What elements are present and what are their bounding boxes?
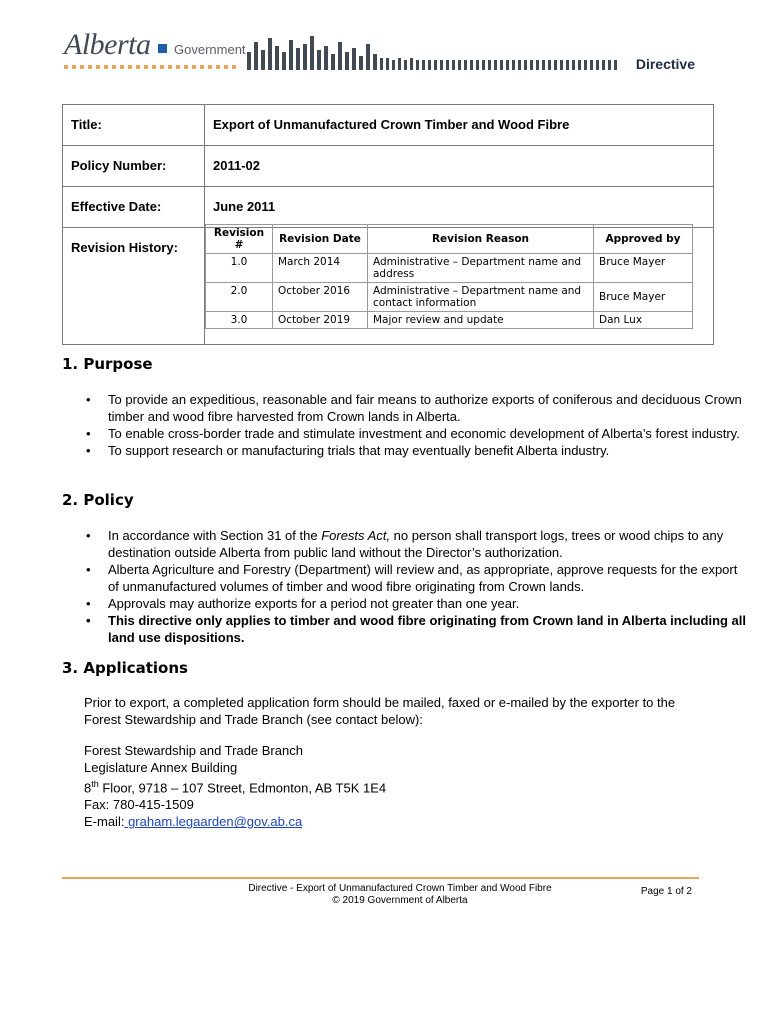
forests-act: Forests Act, bbox=[321, 528, 391, 543]
table-row bbox=[206, 254, 693, 283]
approved-by: Dan Lux bbox=[594, 312, 693, 329]
email-line bbox=[84, 813, 386, 830]
contact-address bbox=[84, 742, 386, 830]
approved-by: Bruce Mayer bbox=[594, 254, 693, 283]
revision-history-label: Revision History: bbox=[63, 228, 205, 345]
table-row bbox=[63, 105, 714, 146]
footer-copyright: © 2019 Government of Alberta bbox=[332, 895, 468, 906]
effective-date-value: June 2011 bbox=[205, 187, 714, 228]
approved-by: Bruce Mayer bbox=[594, 283, 693, 312]
government-label: Government bbox=[174, 42, 246, 57]
floor-suffix: th bbox=[91, 779, 99, 789]
column-header: Revision Reason bbox=[368, 225, 594, 254]
header-bars-graphic bbox=[247, 34, 619, 70]
email-link[interactable]: graham.legaarden@gov.ab.ca bbox=[124, 814, 303, 830]
effective-date-label: Effective Date: bbox=[63, 187, 205, 228]
street-address bbox=[84, 776, 386, 796]
directive-label: Directive bbox=[635, 56, 695, 72]
title-value: Export of Unmanufactured Crown Timber and Wood Fibre bbox=[205, 105, 714, 146]
revision-number: 1.0 bbox=[206, 254, 273, 283]
revision-reason: Administrative – Department name and contact information bbox=[368, 283, 594, 312]
policy-text: no person shall transport logs, trees or wood chips to any destination outside Alberta from public land without the Director’s authorization. bbox=[108, 528, 724, 560]
list-item: • To provide an expeditious, reasonable and fair means to authorize exports of coniferous and deciduous Crown timber and wood fibre harvested from Crown lands in Alberta. bbox=[108, 391, 748, 425]
revision-reason: Administrative – Department name and address bbox=[368, 254, 594, 283]
column-header: Approved by bbox=[594, 225, 693, 254]
branch-name: Forest Stewardship and Trade Branch bbox=[84, 743, 303, 758]
footer-text bbox=[150, 883, 650, 907]
footer-rule bbox=[62, 877, 699, 879]
revision-date: March 2014 bbox=[273, 254, 368, 283]
fax-number: Fax: 780-415-1509 bbox=[84, 797, 194, 813]
list-item: • Alberta Agriculture and Forestry (Department) will review and, as appropriate, approve requests for the export of unmanufactured volumes of timber and wood fibre originating from Crown lands. bbox=[108, 561, 748, 595]
footer-title: Directive - Export of Unmanufactured Crown Timber and Wood Fibre bbox=[248, 883, 552, 894]
revision-date: October 2016 bbox=[273, 283, 368, 312]
policy-number-label: Policy Number: bbox=[63, 146, 205, 187]
policy-heading: 2. Policy bbox=[62, 491, 134, 509]
floor-number: 8 bbox=[84, 780, 92, 796]
table-row bbox=[206, 312, 693, 329]
applications-intro: Prior to export, a completed application form should be mailed, faxed or e-mailed by the exporter to the Forest Stewardship and Trade Branch (see contact below): bbox=[84, 695, 676, 727]
list-item: • To support research or manufacturing trials that may eventually benefit Alberta industry. bbox=[108, 442, 748, 459]
table-row bbox=[206, 225, 693, 254]
column-header: Revision # bbox=[206, 225, 273, 254]
page-header bbox=[62, 28, 697, 76]
revision-table bbox=[205, 224, 693, 329]
revision-number: 2.0 bbox=[206, 283, 273, 312]
list-item: • Approvals may authorize exports for a period not greater than one year. bbox=[108, 595, 748, 612]
table-row bbox=[63, 187, 714, 228]
column-header: Revision Date bbox=[273, 225, 368, 254]
alberta-logo: Alberta bbox=[64, 28, 151, 61]
address-rest: Floor, 9718 – 107 Street, Edmonton, AB T5K 1E4 bbox=[98, 780, 387, 796]
table-row bbox=[206, 283, 693, 312]
list-item: • To enable cross-border trade and stimulate investment and economic development of Alberta’s forest industry. bbox=[108, 425, 748, 442]
revision-reason: Major review and update bbox=[368, 312, 594, 329]
policy-text: In accordance with Section 31 of the bbox=[108, 528, 322, 543]
policy-list bbox=[62, 527, 748, 646]
revision-date: October 2019 bbox=[273, 312, 368, 329]
list-item: • This directive only applies to timber and wood fibre originating from Crown land in Alberta including all land use dispositions. bbox=[108, 612, 748, 646]
email-label: E-mail: bbox=[84, 814, 125, 830]
page-number: Page 1 of 2 bbox=[640, 886, 692, 897]
policy-number-value: 2011-02 bbox=[205, 146, 714, 187]
table-row bbox=[63, 146, 714, 187]
building-name: Legislature Annex Building bbox=[84, 760, 238, 775]
dotted-rule bbox=[64, 65, 239, 69]
purpose-heading: 1. Purpose bbox=[62, 355, 153, 373]
flag-icon bbox=[158, 44, 167, 53]
purpose-list bbox=[62, 391, 748, 459]
revision-number: 3.0 bbox=[206, 312, 273, 329]
applications-heading: 3. Applications bbox=[62, 659, 188, 677]
list-item bbox=[108, 527, 748, 561]
title-label: Title: bbox=[63, 105, 205, 146]
